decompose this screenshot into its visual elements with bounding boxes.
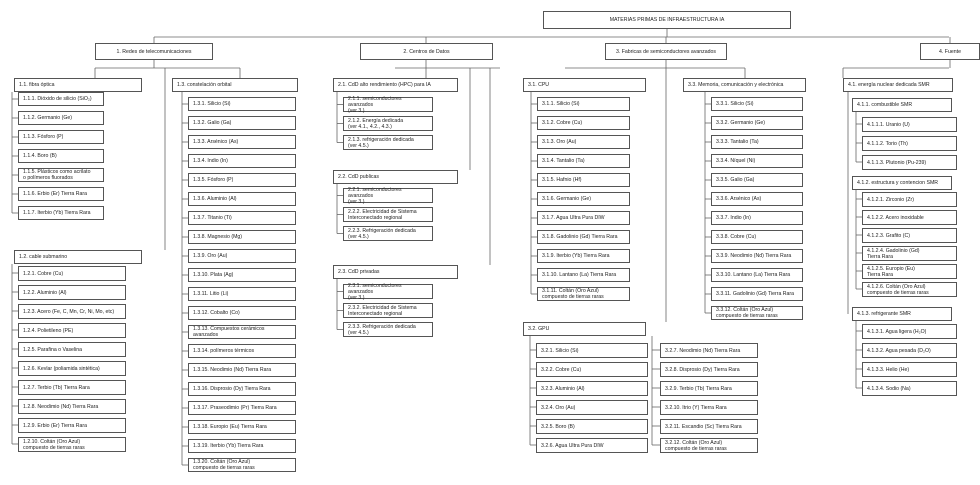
item-node: 3.2.3. Aluminio (Al) [536, 381, 648, 396]
item-node: 3.2.8. Disprosio (Dy) Tierra Rara [660, 362, 758, 377]
item-node: 1.3.10. Plata (Ag) [188, 268, 296, 282]
root-node: MATERIAS PRIMAS DE INFRAESTRUCTURA IA [543, 11, 791, 29]
item-node: 3.2.6. Agua Ultra Pura DIW [536, 438, 648, 453]
item-node: 4.1.3.3. Helio (He) [862, 362, 957, 377]
item-node: 3.1.10. Lantano (La) Tierra Rara [537, 268, 630, 282]
item-node: 3.2.11. Escandio (Sc) Tierra Rara [660, 419, 758, 434]
item-node: 4.1.2.4. Gadolinio (Gd) Tierra Rara [862, 246, 957, 261]
item-node: 2.2.2. Electricidad de Sistema Interconectado regional [343, 207, 433, 222]
item-node: 3.1.4. Tantalio (Ta) [537, 154, 630, 168]
item-node: 3.2.12. Coltán (Oro Azul) compuesto de tierras raras [660, 438, 758, 453]
item-node: 1.3.7. Titanio (Ti) [188, 211, 296, 225]
item-node: 3.3.12. Coltán (Oro Azul) compuesto de tierras raras [711, 306, 803, 320]
item-node: 1.3.16. Disprosio (Dy) Tierra Rara [188, 382, 296, 396]
group-header: 1.1. fibra óptica [14, 78, 142, 92]
item-node: 1.1.5. Plásticos como acrilato o polímeros fluorados [18, 168, 104, 182]
item-node: 2.1.3. refrigeración dedicada (ver 4.5.) [343, 135, 433, 150]
item-node: 1.3.2. Galio (Ga) [188, 116, 296, 130]
item-node: 4.1.2.6. Coltán (Oro Azul) compuesto de tierras raras [862, 282, 957, 297]
item-node: 1.1.4. Boro (B) [18, 149, 104, 163]
item-node: 2.1.1. semiconductores avanzados (ver 3.) [343, 97, 433, 112]
item-node: 2.2.3. Refrigeración dedicada (ver 4.5.) [343, 226, 433, 241]
item-node: 3.1.11. Coltán (Oro Azul) compuesto de tierras raras [537, 287, 630, 301]
section-header: 1. Redes de telecomunicaciones [95, 43, 213, 60]
item-node: 2.1.2. Energía dedicada (ver 4.1., 4.2., 4.3.) [343, 116, 433, 131]
item-node: 1.3.20. Coltán (Oro Azul) compuesto de tierras raras [188, 458, 296, 472]
item-node: 1.3.19. Iterbio (Yb) Tierra Rara [188, 439, 296, 453]
item-node: 1.3.9. Oro (Au) [188, 249, 296, 263]
group-header: 3.2. GPU [523, 322, 646, 336]
item-node: 3.3.4. Níquel (Ni) [711, 154, 803, 168]
item-node: 3.3.11. Gadolinio (Gd) Tierra Rara [711, 287, 803, 301]
item-node: 3.1.1. Silicio (Si) [537, 97, 630, 111]
item-node: 4.1.1.2. Torio (Th) [862, 136, 957, 151]
group-header: 4.1. energía nuclear dedicada SMR [843, 78, 953, 92]
item-node: 1.3.13. Compuestos cerámicos avanzados [188, 325, 296, 339]
item-node: 3.1.3. Oro (Au) [537, 135, 630, 149]
item-node: 1.2.10. Coltán (Oro Azul) compuesto de tierras raras [18, 437, 126, 452]
group-header: 4.1.1. combustible SMR [852, 98, 952, 112]
item-node: 3.2.9. Terbio (Tb) Tierra Rara [660, 381, 758, 396]
item-node: 3.2.5. Boro (B) [536, 419, 648, 434]
item-node: 4.1.3.2. Agua pesada (D₂O) [862, 343, 957, 358]
item-node: 1.3.15. Neodimio (Nd) Tierra Rara [188, 363, 296, 377]
item-node: 3.1.2. Cobre (Cu) [537, 116, 630, 130]
item-node: 2.2.1. semiconductores avanzados (ver 3.) [343, 188, 433, 203]
item-node: 2.3.2. Electricidad de Sistema Interconectado regional [343, 303, 433, 318]
group-header: 2.1. CdD alto rendimiento (HPC) para IA [333, 78, 458, 92]
item-node: 3.3.5. Galio (Ga) [711, 173, 803, 187]
item-node: 1.3.11. Litio (Li) [188, 287, 296, 301]
item-node: 1.1.2. Germanio (Ge) [18, 111, 104, 125]
item-node: 1.3.12. Cobalto (Co) [188, 306, 296, 320]
item-node: 4.1.2.5. Europio (Eu) Tierra Rara [862, 264, 957, 279]
item-node: 4.1.2.3. Grafito (C) [862, 228, 957, 243]
item-node: 1.2.7. Terbio (Tb) Tierra Rara [18, 380, 126, 395]
item-node: 1.3.1. Silicio (Si) [188, 97, 296, 111]
item-node: 1.3.4. Indio (In) [188, 154, 296, 168]
section-header: 2. Centros de Datos [360, 43, 493, 60]
item-node: 3.3.7. Indio (In) [711, 211, 803, 225]
item-node: 1.2.1. Cobre (Cu) [18, 266, 126, 281]
item-node: 1.2.5. Parafina o Vaselina [18, 342, 126, 357]
item-node: 1.2.4. Polietileno (PE) [18, 323, 126, 338]
item-node: 2.3.3. Refrigeración dedicada (ver 4.5.) [343, 322, 433, 337]
item-node: 1.2.3. Acero (Fe, C, Mn, Cr, Ni, Mo, etc) [18, 304, 126, 319]
group-header: 4.1.3. refrigerante SMR [852, 307, 952, 321]
item-node: 3.3.8. Cobre (Cu) [711, 230, 803, 244]
item-node: 4.1.3.4. Sodio (Na) [862, 381, 957, 396]
item-node: 3.3.6. Arsénico (As) [711, 192, 803, 206]
item-node: 3.1.8. Gadolinio (Gd) Tierra Rara [537, 230, 630, 244]
item-node: 4.1.1.3. Plutonio (Pu-239) [862, 155, 957, 170]
group-header: 4.1.2. estructura y contencion SMR [852, 176, 952, 190]
item-node: 3.3.2. Germanio (Ge) [711, 116, 803, 130]
item-node: 3.1.6. Germanio (Ge) [537, 192, 630, 206]
item-node: 3.2.10. Itrio (Y) Tierra Rara [660, 400, 758, 415]
item-node: 1.1.3. Fósforo (P) [18, 130, 104, 144]
item-node: 1.1.6. Erbio (Er) Tierra Rara [18, 187, 104, 201]
item-node: 3.3.9. Neodimio (Nd) Tierra Rara [711, 249, 803, 263]
item-node: 1.3.8. Magnesio (Mg) [188, 230, 296, 244]
item-node: 4.1.2.1. Zirconio (Zr) [862, 192, 957, 207]
item-node: 3.2.7. Neodimio (Nd) Tierra Rara [660, 343, 758, 358]
item-node: 3.1.7. Agua Ultra Pura DIW [537, 211, 630, 225]
item-node: 1.1.1. Dióxido de silicio (SiO₂) [18, 92, 104, 106]
group-header: 2.3. CdD privadas [333, 265, 458, 279]
item-node: 3.1.5. Hafnio (Hf) [537, 173, 630, 187]
item-node: 4.1.1.1. Uranio (U) [862, 117, 957, 132]
item-node: 3.3.1. Silicio (Si) [711, 97, 803, 111]
item-node: 1.3.5. Fósforo (P) [188, 173, 296, 187]
item-node: 3.3.3. Tantalio (Ta) [711, 135, 803, 149]
item-node: 1.3.18. Europio (Eu) Tierra Rara [188, 420, 296, 434]
item-node: 1.3.14. polímeros térmicos [188, 344, 296, 358]
item-node: 1.2.8. Neodimio (Nd) Tierra Rara [18, 399, 126, 414]
group-header: 1.3. constelación orbital [172, 78, 298, 92]
item-node: 1.3.6. Aluminio (Al) [188, 192, 296, 206]
group-header: 2.2. CdD publicas [333, 170, 458, 184]
item-node: 1.2.6. Kevlar (poliamida sintética) [18, 361, 126, 376]
group-header: 3.3. Memoria, comunicación y electrónica [683, 78, 806, 92]
item-node: 1.1.7. Iterbio (Yb) Tierra Rara [18, 206, 104, 220]
item-node: 4.1.2.2. Acero inoxidable [862, 210, 957, 225]
item-node: 1.3.17. Praseodimio (Pr) Tierra Rara [188, 401, 296, 415]
item-node: 4.1.3.1. Agua ligera (H₂O) [862, 324, 957, 339]
item-node: 1.3.3. Arsénico (As) [188, 135, 296, 149]
item-node: 3.3.10. Lantano (La) Tierra Rara [711, 268, 803, 282]
section-header: 4. Fuente [920, 43, 980, 60]
item-node: 3.2.2. Cobre (Cu) [536, 362, 648, 377]
group-header: 3.1. CPU [523, 78, 646, 92]
item-node: 1.2.2. Aluminio (Al) [18, 285, 126, 300]
item-node: 2.3.1. semiconductores avanzados (ver 3.) [343, 284, 433, 299]
section-header: 3. Fabricas de semiconductores avanzados [605, 43, 727, 60]
item-node: 1.2.9. Erbio (Er) Tierra Rara [18, 418, 126, 433]
group-header: 1.2. cable submarino [14, 250, 142, 264]
item-node: 3.2.4. Oro (Au) [536, 400, 648, 415]
item-node: 3.1.9. Iterbio (Yb) Tierra Rara [537, 249, 630, 263]
item-node: 3.2.1. Silicio (Si) [536, 343, 648, 358]
